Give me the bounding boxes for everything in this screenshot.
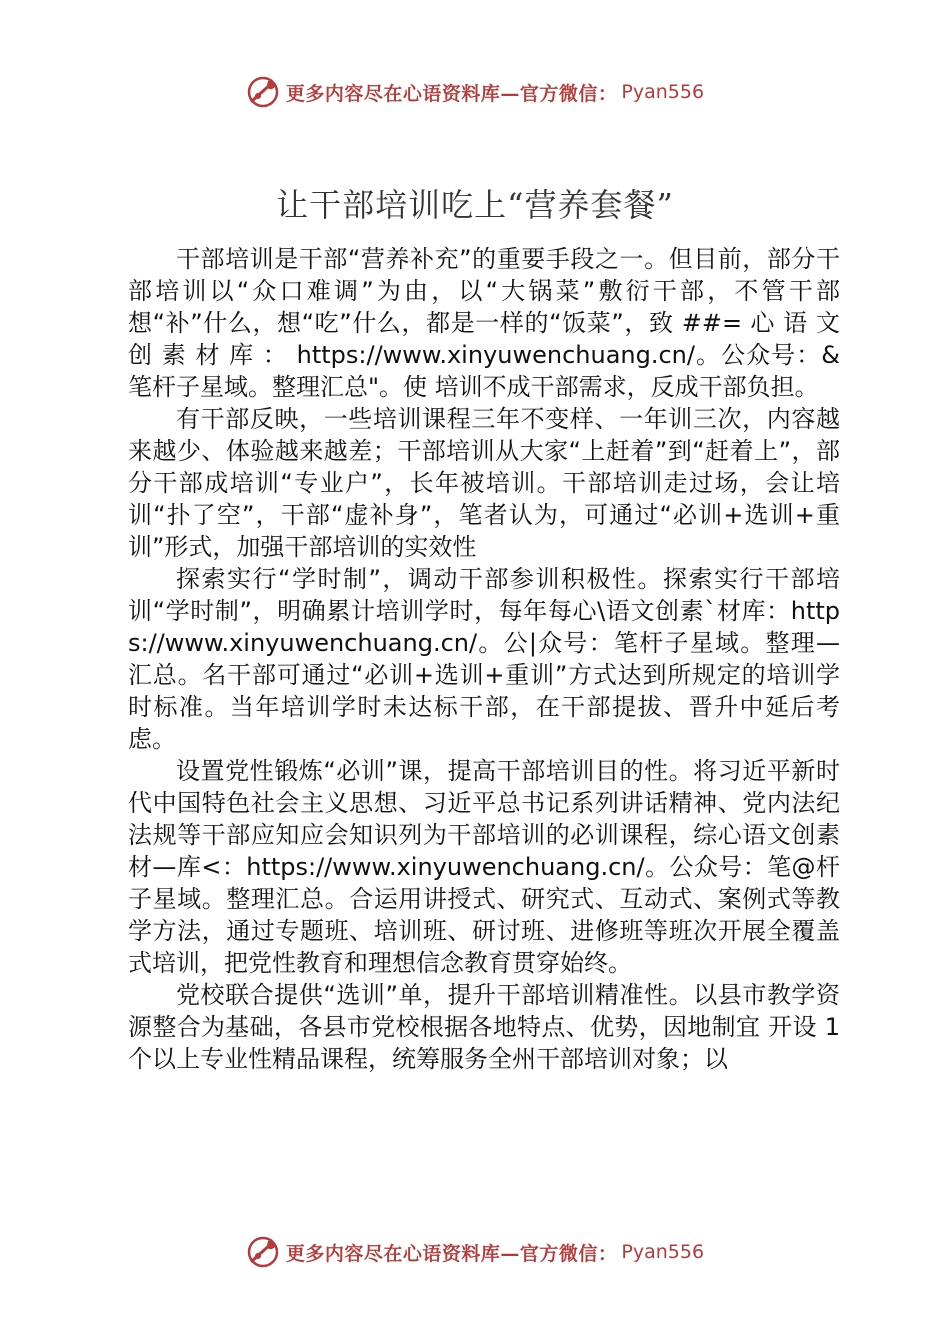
banner-text: 更多内容尽在心语资料库—官方微信： <box>285 82 618 105</box>
banner-contact: Pyan556 <box>621 1241 705 1263</box>
paragraph-5: 党校联合提供“选训”单，提升干部培训精准性。以县市教学资源整合为基础，各县市党校根据各地特点、优势，因地制宜 开设 1 个以上专业性精品课程，统筹服务全州干部培训对象；以 <box>128 981 840 1073</box>
footer-banner <box>0 1230 950 1274</box>
page-title: 让干部培训吃上“营养套餐” <box>276 186 674 224</box>
quill-seal-logo-icon <box>246 1235 280 1269</box>
banner-contact: Pyan556 <box>621 81 705 103</box>
paragraph-3: 探索实行“学时制”，调动干部参训积极性。探索实行干部培训“学时制”，明确累计培训学时，每年每心\语文创素`材库：https://www.xinyuwenchuang.cn/。公|众号：笔杆子星域。整理—汇总。名干部可通过“必训+选训+重训”方式达到所规定的培训学时标准。当年培训学时未达标干部，在干部提拔、晋升中延后考虑。 <box>128 565 840 753</box>
quill-seal-logo-icon <box>246 75 280 109</box>
header-banner <box>0 70 950 114</box>
paragraph-2: 有干部反映，一些培训课程三年不变样、一年训三次，内容越来越少、体验越来越差；干部培训从大家“上赶着”到“赶着上”，部分干部成培训“专业户”，长年被培训。干部培训走过场，会让培训“扑了空”，干部“虚补身”，笔者认为，可通过“必训+选训+重训”形式，加强干部培训的实效性 <box>128 405 840 561</box>
banner-text: 更多内容尽在心语资料库—官方微信： <box>285 1242 618 1265</box>
paragraph-1: 干部培训是干部“营养补充”的重要手段之一。但目前，部分干部培训以“众口难调”为由，以“大锅菜”敷衍干部，不管干部想“补”什么，想“吃”什么，都是一样的“饭菜”，致 ##= 心 语 文 创 素 材 库 ： https://www.xinyuwenchuang.cn/。公众号：&笔杆子星域。整理汇总"。使 培训不成干部需求，反成干部负担。 <box>128 245 840 401</box>
document-body <box>128 243 840 1075</box>
paragraph-4: 设置党性锻炼“必训”课，提高干部培训目的性。将习近平新时代中国特色社会主义思想、习近平总书记系列讲话精神、党内法纪法规等干部应知应会知识列为干部培训的必训课程，综心语文创素材—库<：https://www.xinyuwenchuang.cn/。公众号：笔@杆子星域。整理汇总。合运用讲授式、研究式、互动式、案例式等教学方法，通过专题班、培训班、研讨班、进修班等班次开展全覆盖式培训，把党性教育和理想信念教育贯穿始终。 <box>128 757 840 977</box>
